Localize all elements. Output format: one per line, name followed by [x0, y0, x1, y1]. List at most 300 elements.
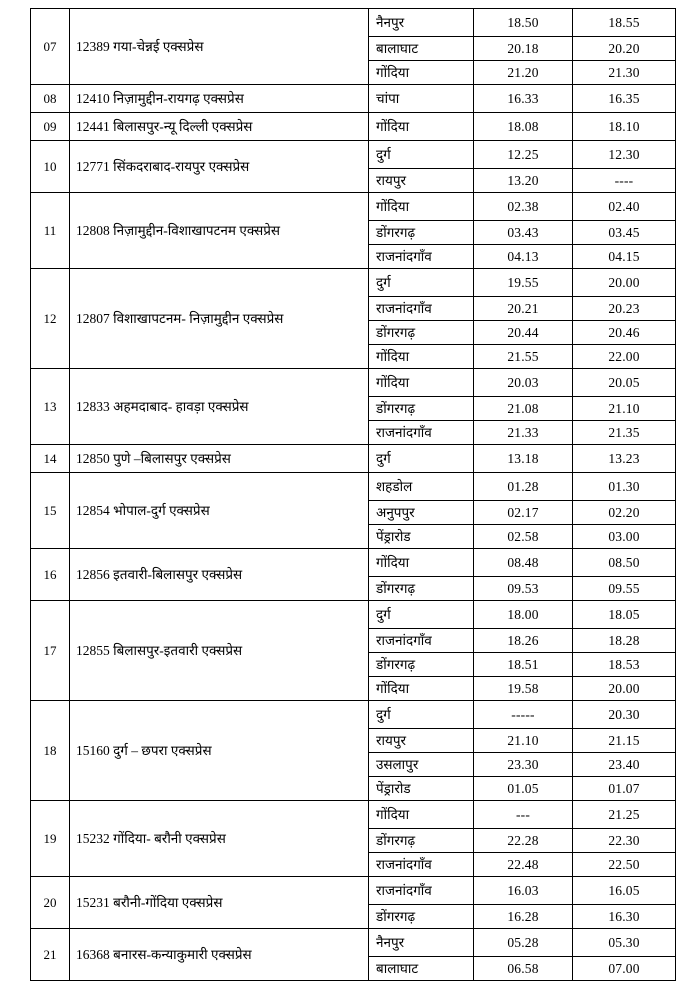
station-cell — [369, 501, 474, 525]
arrival-cell — [474, 629, 573, 653]
arrival-time-text: 06.58 — [507, 960, 539, 976]
departure-cell — [573, 577, 676, 601]
departure-time-text: 20.46 — [608, 324, 640, 340]
serial-number-text: 21 — [43, 946, 57, 962]
arrival-time-text: 05.28 — [507, 934, 539, 950]
serial-number-text: 18 — [43, 742, 57, 758]
station-cell — [369, 345, 474, 369]
arrival-cell — [474, 141, 573, 169]
departure-cell — [573, 629, 676, 653]
row-train-name — [70, 9, 369, 85]
station-cell — [369, 85, 474, 113]
departure-time-text: 22.00 — [608, 348, 640, 364]
station-cell — [369, 169, 474, 193]
station-name-text: डोंगरगढ़ — [376, 656, 416, 672]
station-cell — [369, 877, 474, 905]
row-train-name — [70, 701, 369, 801]
departure-cell — [573, 653, 676, 677]
departure-time-text: 08.50 — [608, 554, 640, 570]
departure-cell — [573, 269, 676, 297]
station-name-text: चांपा — [376, 90, 400, 106]
arrival-cell — [474, 321, 573, 345]
table-row — [31, 549, 676, 577]
departure-time-text: 20.00 — [608, 680, 640, 696]
table-row — [31, 269, 676, 297]
departure-cell — [573, 321, 676, 345]
station-name-text: गोंदिया — [376, 348, 410, 364]
station-cell — [369, 601, 474, 629]
table-row — [31, 369, 676, 397]
station-cell — [369, 777, 474, 801]
station-cell — [369, 369, 474, 397]
station-name-text: राजनांदगाँव — [376, 300, 432, 316]
station-name-text: डोंगरगढ़ — [376, 224, 416, 240]
row-serial-number — [31, 601, 70, 701]
row-train-name — [70, 877, 369, 929]
arrival-time-text: 16.33 — [507, 90, 539, 106]
station-cell — [369, 753, 474, 777]
departure-time-text: 12.30 — [608, 146, 640, 162]
station-cell — [369, 905, 474, 929]
row-serial-number — [31, 701, 70, 801]
arrival-time-text: 22.28 — [507, 832, 539, 848]
departure-cell — [573, 421, 676, 445]
row-serial-number — [31, 473, 70, 549]
station-name-text: डोंगरगढ़ — [376, 580, 416, 596]
arrival-time-text: 02.58 — [507, 528, 539, 544]
arrival-time-text: 13.20 — [507, 172, 539, 188]
row-serial-number — [31, 141, 70, 193]
arrival-cell — [474, 601, 573, 629]
departure-time-text: 07.00 — [608, 960, 640, 976]
departure-cell — [573, 369, 676, 397]
station-cell — [369, 9, 474, 37]
arrival-time-text: 21.20 — [507, 64, 539, 80]
station-cell — [369, 957, 474, 981]
departure-time-text: 18.53 — [608, 656, 640, 672]
departure-time-text: 02.20 — [608, 504, 640, 520]
arrival-cell — [474, 853, 573, 877]
arrival-time-text: 01.05 — [507, 780, 539, 796]
train-name-text: 12833 अहमदाबाद- हावड़ा एक्सप्रेस — [76, 398, 249, 414]
station-name-text: गोंदिया — [376, 680, 410, 696]
departure-time-text: 20.20 — [608, 40, 640, 56]
departure-cell — [573, 245, 676, 269]
station-cell — [369, 445, 474, 473]
departure-cell — [573, 169, 676, 193]
departure-time-text: 22.30 — [608, 832, 640, 848]
arrival-time-text: 02.38 — [507, 198, 539, 214]
station-name-text: डोंगरगढ़ — [376, 400, 416, 416]
arrival-time-text: 23.30 — [507, 756, 539, 772]
departure-cell — [573, 729, 676, 753]
arrival-time-text: 03.43 — [507, 224, 539, 240]
arrival-time-text: ----- — [511, 706, 535, 722]
arrival-time-text: 21.08 — [507, 400, 539, 416]
station-cell — [369, 577, 474, 601]
arrival-cell — [474, 929, 573, 957]
departure-time-text: 04.15 — [608, 248, 640, 264]
departure-time-text: 18.10 — [608, 118, 640, 134]
arrival-cell — [474, 245, 573, 269]
departure-time-text: 03.45 — [608, 224, 640, 240]
station-name-text: राजनांदगाँव — [376, 632, 432, 648]
station-name-text: अनुपपुर — [376, 504, 415, 520]
departure-time-text: 21.30 — [608, 64, 640, 80]
train-name-text: 12850 पुणे –बिलासपुर एक्सप्रेस — [76, 450, 231, 466]
arrival-time-text: 20.18 — [507, 40, 539, 56]
arrival-cell — [474, 753, 573, 777]
serial-number-text: 20 — [43, 894, 57, 910]
arrival-cell — [474, 473, 573, 501]
row-serial-number — [31, 369, 70, 445]
departure-cell — [573, 221, 676, 245]
station-cell — [369, 37, 474, 61]
arrival-cell — [474, 61, 573, 85]
train-name-text: 15231 बरौनी-गोंदिया एक्सप्रेस — [76, 894, 223, 910]
row-train-name — [70, 269, 369, 369]
table-row — [31, 113, 676, 141]
row-train-name — [70, 141, 369, 193]
serial-number-text: 15 — [43, 502, 57, 518]
row-serial-number — [31, 269, 70, 369]
serial-number-text: 11 — [43, 222, 57, 238]
arrival-cell — [474, 501, 573, 525]
station-cell — [369, 853, 474, 877]
arrival-time-text: 16.03 — [507, 882, 539, 898]
departure-cell — [573, 9, 676, 37]
departure-time-text: 13.23 — [608, 450, 640, 466]
arrival-cell — [474, 85, 573, 113]
serial-number-text: 16 — [43, 566, 57, 582]
table-row — [31, 141, 676, 169]
train-name-text: 12854 भोपाल-दुर्ग एक्सप्रेस — [76, 502, 210, 518]
departure-time-text: 16.30 — [608, 908, 640, 924]
departure-time-text: 20.30 — [608, 706, 640, 722]
departure-time-text: 01.07 — [608, 780, 640, 796]
departure-time-text: 20.05 — [608, 374, 640, 390]
departure-cell — [573, 113, 676, 141]
departure-cell — [573, 777, 676, 801]
train-name-text: 12856 इतवारी-बिलासपुर एक्सप्रेस — [76, 566, 243, 582]
station-cell — [369, 829, 474, 853]
arrival-cell — [474, 193, 573, 221]
station-name-text: गोंदिया — [376, 118, 410, 134]
departure-cell — [573, 877, 676, 905]
serial-number-text: 12 — [43, 310, 57, 326]
departure-time-text: 16.05 — [608, 882, 640, 898]
station-cell — [369, 221, 474, 245]
arrival-time-text: 18.51 — [507, 656, 539, 672]
departure-cell — [573, 701, 676, 729]
row-train-name — [70, 113, 369, 141]
departure-cell — [573, 929, 676, 957]
row-serial-number — [31, 193, 70, 269]
row-serial-number — [31, 549, 70, 601]
station-name-text: दुर्ग — [376, 146, 391, 162]
station-cell — [369, 701, 474, 729]
departure-cell — [573, 473, 676, 501]
departure-cell — [573, 85, 676, 113]
station-name-text: शहडोल — [376, 478, 413, 494]
arrival-cell — [474, 905, 573, 929]
departure-time-text: 23.40 — [608, 756, 640, 772]
arrival-time-text: 21.10 — [507, 732, 539, 748]
arrival-cell — [474, 9, 573, 37]
arrival-time-text: 02.17 — [507, 504, 539, 520]
departure-cell — [573, 829, 676, 853]
departure-time-text: 18.28 — [608, 632, 640, 648]
arrival-cell — [474, 801, 573, 829]
arrival-cell — [474, 297, 573, 321]
train-name-text: 12771 सिंकदराबाद-रायपुर एक्सप्रेस — [76, 158, 250, 174]
table-row — [31, 445, 676, 473]
station-cell — [369, 549, 474, 577]
arrival-time-text: 19.55 — [507, 274, 539, 290]
station-cell — [369, 193, 474, 221]
train-timing-table — [30, 8, 676, 981]
arrival-time-text: 22.48 — [507, 856, 539, 872]
arrival-cell — [474, 577, 573, 601]
station-cell — [369, 245, 474, 269]
arrival-time-text: 18.26 — [507, 632, 539, 648]
departure-time-text: 20.23 — [608, 300, 640, 316]
station-cell — [369, 421, 474, 445]
arrival-time-text: 20.03 — [507, 374, 539, 390]
row-train-name — [70, 929, 369, 981]
station-name-text: गोंदिया — [376, 554, 410, 570]
station-name-text: डोंगरगढ़ — [376, 832, 416, 848]
station-cell — [369, 929, 474, 957]
station-cell — [369, 397, 474, 421]
arrival-time-text: 19.58 — [507, 680, 539, 696]
departure-time-text: 22.50 — [608, 856, 640, 872]
station-name-text: दुर्ग — [376, 706, 391, 722]
table-row — [31, 473, 676, 501]
table-body — [31, 9, 676, 981]
departure-cell — [573, 601, 676, 629]
arrival-time-text: 04.13 — [507, 248, 539, 264]
row-serial-number — [31, 113, 70, 141]
arrival-cell — [474, 729, 573, 753]
station-name-text: गोंदिया — [376, 374, 410, 390]
station-name-text: नैनपुर — [376, 934, 405, 950]
departure-time-text: 21.10 — [608, 400, 640, 416]
station-cell — [369, 653, 474, 677]
station-name-text: नैनपुर — [376, 14, 405, 30]
table-row — [31, 801, 676, 829]
departure-cell — [573, 905, 676, 929]
arrival-cell — [474, 345, 573, 369]
arrival-cell — [474, 677, 573, 701]
arrival-time-text: 20.21 — [507, 300, 539, 316]
departure-cell — [573, 297, 676, 321]
row-serial-number — [31, 9, 70, 85]
row-train-name — [70, 601, 369, 701]
station-cell — [369, 141, 474, 169]
station-name-text: बालाघाट — [376, 40, 419, 56]
arrival-cell — [474, 169, 573, 193]
departure-cell — [573, 61, 676, 85]
arrival-time-text: 01.28 — [507, 478, 539, 494]
arrival-cell — [474, 221, 573, 245]
row-serial-number — [31, 929, 70, 981]
station-cell — [369, 801, 474, 829]
arrival-time-text: 16.28 — [507, 908, 539, 924]
serial-number-text: 08 — [43, 90, 57, 106]
arrival-cell — [474, 369, 573, 397]
station-name-text: राजनांदगाँव — [376, 424, 432, 440]
train-name-text: 12855 बिलासपुर-इतवारी एक्सप्रेस — [76, 642, 243, 658]
arrival-cell — [474, 877, 573, 905]
serial-number-text: 07 — [43, 38, 57, 54]
arrival-cell — [474, 701, 573, 729]
table-row — [31, 877, 676, 905]
departure-time-text: 01.30 — [608, 478, 640, 494]
train-name-text: 12410 निज़ामुद्दीन-रायगढ़ एक्सप्रेस — [76, 90, 244, 106]
station-name-text: रायपुर — [376, 172, 407, 188]
arrival-cell — [474, 421, 573, 445]
departure-cell — [573, 193, 676, 221]
departure-cell — [573, 677, 676, 701]
departure-time-text: 02.40 — [608, 198, 640, 214]
station-cell — [369, 61, 474, 85]
train-name-text: 16368 बनारस-कन्याकुमारी एक्सप्रेस — [76, 946, 252, 962]
row-serial-number — [31, 445, 70, 473]
serial-number-text: 13 — [43, 398, 57, 414]
arrival-time-text: 20.44 — [507, 324, 539, 340]
station-name-text: डोंगरगढ़ — [376, 324, 416, 340]
station-name-text: गोंदिया — [376, 806, 410, 822]
station-cell — [369, 269, 474, 297]
departure-cell — [573, 753, 676, 777]
departure-cell — [573, 345, 676, 369]
departure-cell — [573, 525, 676, 549]
station-cell — [369, 629, 474, 653]
table-row — [31, 929, 676, 957]
arrival-cell — [474, 549, 573, 577]
station-name-text: राजनांदगाँव — [376, 856, 432, 872]
train-name-text: 12808 निज़ामुद्दीन-विशाखापटनम एक्सप्रेस — [76, 222, 281, 238]
row-train-name — [70, 369, 369, 445]
arrival-time-text: 13.18 — [507, 450, 539, 466]
arrival-time-text: 18.50 — [507, 14, 539, 30]
station-name-text: राजनांदगाँव — [376, 248, 432, 264]
row-serial-number — [31, 801, 70, 877]
table-row — [31, 9, 676, 37]
table-row — [31, 601, 676, 629]
departure-cell — [573, 853, 676, 877]
arrival-time-text: 18.08 — [507, 118, 539, 134]
serial-number-text: 17 — [43, 642, 57, 658]
station-cell — [369, 113, 474, 141]
train-name-text: 12807 विशाखापटनम- निज़ामुद्दीन एक्सप्रेस — [76, 310, 284, 326]
departure-time-text: ---- — [614, 172, 634, 188]
station-name-text: दुर्ग — [376, 450, 391, 466]
row-train-name — [70, 549, 369, 601]
train-name-text: 15160 दुर्ग – छपरा एक्सप्रेस — [76, 742, 212, 758]
station-name-text: गोंदिया — [376, 64, 410, 80]
arrival-cell — [474, 397, 573, 421]
train-name-text: 12441 बिलासपुर-न्यू दिल्ली एक्सप्रेस — [76, 118, 253, 134]
departure-cell — [573, 445, 676, 473]
arrival-time-text: 12.25 — [507, 146, 539, 162]
train-name-text: 15232 गोंदिया- बरौनी एक्सप्रेस — [76, 830, 226, 846]
departure-time-text: 21.15 — [608, 732, 640, 748]
station-name-text: पेंड्रारोड — [376, 780, 411, 796]
table-row — [31, 193, 676, 221]
departure-cell — [573, 501, 676, 525]
arrival-time-text: 08.48 — [507, 554, 539, 570]
departure-time-text: 20.00 — [608, 274, 640, 290]
station-name-text: दुर्ग — [376, 606, 391, 622]
arrival-time-text: --- — [515, 806, 531, 822]
row-train-name — [70, 801, 369, 877]
departure-cell — [573, 37, 676, 61]
arrival-cell — [474, 525, 573, 549]
train-name-text: 12389 गया-चेन्नई एक्सप्रेस — [76, 38, 204, 54]
departure-cell — [573, 397, 676, 421]
station-name-text: बालाघाट — [376, 960, 419, 976]
departure-cell — [573, 801, 676, 829]
departure-cell — [573, 549, 676, 577]
arrival-cell — [474, 113, 573, 141]
station-name-text: उसलापुर — [376, 756, 419, 772]
departure-time-text: 18.55 — [608, 14, 640, 30]
serial-number-text: 14 — [43, 450, 57, 466]
arrival-cell — [474, 777, 573, 801]
serial-number-text: 09 — [43, 118, 57, 134]
departure-time-text: 21.35 — [608, 424, 640, 440]
arrival-time-text: 21.55 — [507, 348, 539, 364]
departure-time-text: 03.00 — [608, 528, 640, 544]
arrival-time-text: 09.53 — [507, 580, 539, 596]
station-name-text: दुर्ग — [376, 274, 391, 290]
station-cell — [369, 525, 474, 549]
row-train-name — [70, 85, 369, 113]
row-train-name — [70, 473, 369, 549]
departure-cell — [573, 141, 676, 169]
departure-time-text: 21.25 — [608, 806, 640, 822]
departure-time-text: 09.55 — [608, 580, 640, 596]
station-cell — [369, 473, 474, 501]
departure-time-text: 18.05 — [608, 606, 640, 622]
arrival-cell — [474, 829, 573, 853]
station-cell — [369, 677, 474, 701]
station-name-text: गोंदिया — [376, 198, 410, 214]
departure-time-text: 05.30 — [608, 934, 640, 950]
row-serial-number — [31, 85, 70, 113]
station-cell — [369, 297, 474, 321]
arrival-cell — [474, 957, 573, 981]
station-name-text: डोंगरगढ़ — [376, 908, 416, 924]
station-cell — [369, 729, 474, 753]
serial-number-text: 19 — [43, 830, 57, 846]
departure-cell — [573, 957, 676, 981]
station-cell — [369, 321, 474, 345]
serial-number-text: 10 — [43, 158, 57, 174]
arrival-cell — [474, 269, 573, 297]
station-name-text: पेंड्रारोड — [376, 528, 411, 544]
station-name-text: रायपुर — [376, 732, 407, 748]
station-name-text: राजनांदगाँव — [376, 882, 432, 898]
row-serial-number — [31, 877, 70, 929]
arrival-time-text: 18.00 — [507, 606, 539, 622]
arrival-cell — [474, 445, 573, 473]
table-row — [31, 701, 676, 729]
row-train-name — [70, 445, 369, 473]
arrival-cell — [474, 37, 573, 61]
